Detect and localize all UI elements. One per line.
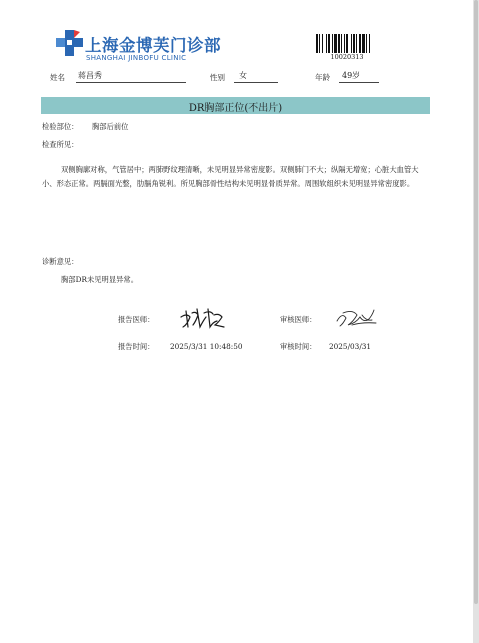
barcode <box>316 34 378 53</box>
name-underline <box>76 82 186 83</box>
report-time-label: 报告时间： <box>118 342 155 351</box>
report-doctor-label: 报告医师： <box>118 315 155 324</box>
barcode-bar <box>341 34 342 53</box>
findings-text: 双侧胸廓对称，气管居中；两肺野纹理清晰，未见明显异常密度影。双侧肺门不大；纵隔无增宽；心脏大血管大小、形态正常。两膈面光整，肋膈角锐利。所见胸部骨性结构未见明显骨质异常。周围软组织未见明显异常密度影。 <box>42 165 419 188</box>
age-label: 年龄 <box>315 73 330 82</box>
exam-part-label: 检验部位： <box>42 122 79 131</box>
review-doctor-signature <box>334 307 380 331</box>
barcode-bar <box>353 34 355 53</box>
barcode-bar <box>316 34 318 53</box>
barcode-bar <box>332 34 333 53</box>
name-label: 姓名 <box>50 73 65 82</box>
barcode-number: 10020313 <box>330 53 364 61</box>
clinic-name-en: SHANGHAI JINBOFU CLINIC <box>86 54 187 62</box>
barcode-bar <box>328 34 330 53</box>
patient-sex: 女 <box>239 71 247 80</box>
findings-label: 检查所见： <box>42 140 79 149</box>
barcode-bar <box>369 34 370 53</box>
barcode-bar <box>346 34 348 53</box>
barcode-bar <box>338 34 340 53</box>
clinic-name-cn: 上海金博芙门诊部 <box>85 36 221 55</box>
patient-age: 49岁 <box>342 71 361 80</box>
sex-label: 性别 <box>210 73 225 82</box>
barcode-bar <box>334 34 337 53</box>
diagnosis-text: 胸部DR未见明显异常。 <box>61 275 139 284</box>
sex-underline <box>234 82 278 83</box>
clinic-cross-icon <box>52 27 86 61</box>
barcode-bar <box>344 34 345 53</box>
exam-title: DR胸部正位(不出片) <box>188 103 283 114</box>
exam-title-bar <box>41 97 430 114</box>
vertical-scrollbar[interactable] <box>473 0 479 643</box>
barcode-bar <box>356 34 357 53</box>
exam-part: 胸部后前位 <box>92 122 129 131</box>
review-time-label: 审核时间： <box>280 342 317 351</box>
clinic-logo <box>52 27 232 67</box>
barcode-bar <box>351 34 352 53</box>
barcode-bar <box>319 34 320 53</box>
review-time: 2025/03/31 <box>329 342 372 351</box>
scrollbar-thumb[interactable] <box>474 0 478 604</box>
patient-name: 蒋昌秀 <box>78 71 102 80</box>
diagnosis-label: 诊断意见： <box>42 257 79 266</box>
age-underline <box>339 82 379 83</box>
barcode-bar <box>322 34 323 53</box>
barcode-bar <box>362 34 365 53</box>
barcode-bar <box>359 34 361 53</box>
review-doctor-label: 审核医师： <box>280 315 317 324</box>
barcode-bar <box>326 34 327 53</box>
report-time: 2025/3/31 10:48:50 <box>170 342 243 351</box>
report-doctor-signature <box>178 305 226 331</box>
barcode-bar <box>366 34 367 53</box>
